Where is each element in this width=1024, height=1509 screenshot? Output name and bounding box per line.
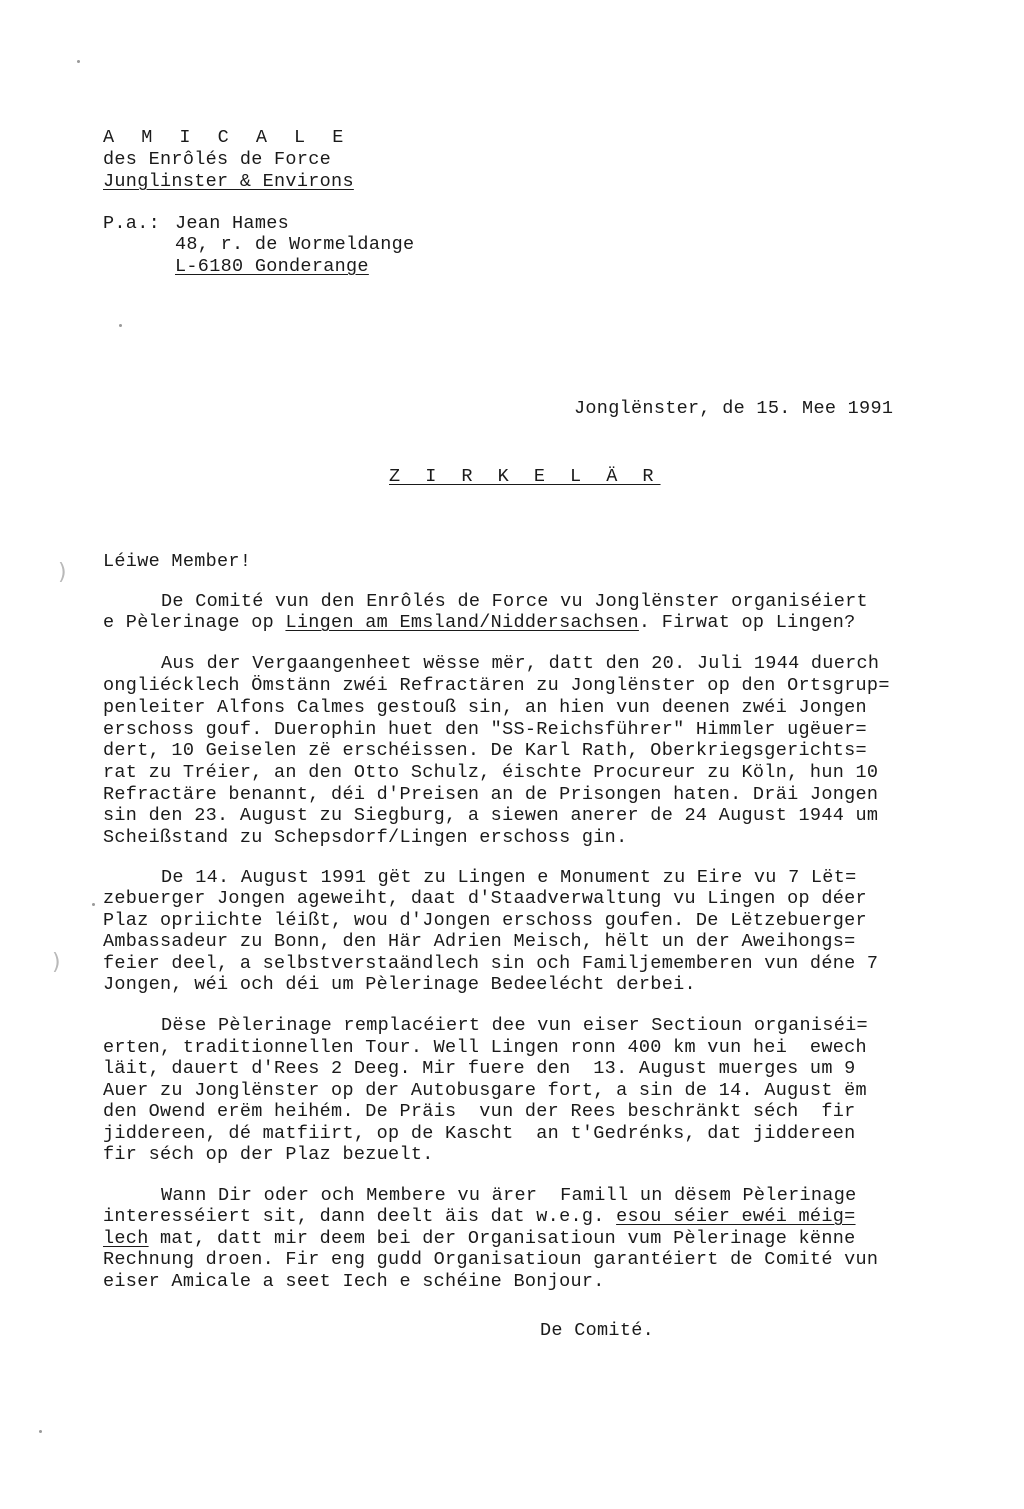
scan-mark-1: ) (58, 560, 67, 585)
scan-dot-2 (119, 324, 122, 327)
dateline: Jonglënster, de 15. Mee 1991 (574, 398, 894, 419)
address-street: 48, r. de Wormeldange (175, 234, 415, 255)
org-name-line: A M I C A L E (103, 127, 352, 148)
place-underlined: Lingen am Emsland/Niddersachsen (285, 612, 639, 633)
paragraph-line: Scheißstand zu Schepsdorf/Lingen erschoss gin. (103, 827, 628, 848)
address-prefix: P.a.: (103, 213, 161, 234)
address-city: L-6180 Gonderange (175, 256, 369, 277)
paragraph-line: De Comité vun den Enrôlés de Force vu Jonglënster organiséiert (161, 591, 868, 612)
paragraph-line: Jongen, wéi och déi um Pèlerinage Bedeelécht derbei. (103, 974, 696, 995)
paragraph-line: Refractäre benannt, déi d'Preisen an de Prisongen haten. Dräi Jongen (103, 784, 879, 805)
org-location-line: Junglinster & Environs (103, 171, 354, 192)
text-run: interesséiert sit, dann deelt äis dat w.e.g. (103, 1206, 617, 1227)
org-subtitle-line: des Enrôlés de Force (103, 149, 332, 170)
paragraph-line: erten, traditionnellen Tour. Well Lingen ronn 400 km vun hei ewech (103, 1037, 867, 1058)
paragraph-line: De 14. August 1991 gët zu Lingen e Monument zu Eire vu 7 Lët= (161, 867, 857, 888)
paragraph-line: jiddereen, dé matfiirt, op de Kascht an t'Gedrénks, dat jiddereen (103, 1123, 856, 1144)
underlined-phrase: esou séier ewéi méig= (616, 1206, 856, 1227)
paragraph-line: Rechnung droen. Fir eng gudd Organisatioun garantéiert de Comité vun (103, 1249, 879, 1270)
paragraph-line (103, 612, 856, 633)
salutation: Léiwe Member! (103, 551, 252, 572)
text-run: mat, datt mir deem bei der Organisatioun vum Pèlerinage kënne (148, 1228, 856, 1249)
paragraph-line: läit, dauert d'Rees 2 Deeg. Mir fuere den 13. August muerges um 9 (103, 1058, 856, 1079)
underlined-phrase: lech (103, 1228, 149, 1249)
paragraph-line: Dëse Pèlerinage remplacéiert dee vun eiser Sectioun organiséi= (161, 1015, 868, 1036)
paragraph-line: sin den 23. August zu Siegburg, a siewen anerer de 24 August 1944 um (103, 805, 879, 826)
paragraph-line: rat zu Tréier, an den Otto Schulz, éischte Procureur zu Köln, hun 10 (103, 762, 879, 783)
paragraph-line: ongliécklech Ömstänn zwéi Refractären zu Jonglënster op den Ortsgrup= (103, 675, 890, 696)
text-run: e Pèlerinage op (103, 612, 286, 633)
paragraph-line: zebuerger Jongen ageweiht, daat d'Staadverwaltung vu Lingen op déer (103, 888, 867, 909)
paragraph-line: Ambassadeur zu Bonn, den Här Adrien Meisch, hëlt un der Aweihongs= (103, 931, 856, 952)
paragraph-line: den Owend erëm heihém. De Präis vun der Rees beschränkt séch fir (103, 1101, 856, 1122)
paragraph-line: penleiter Alfons Calmes gestouß sin, an hien vun deenen zwéi Jongen (103, 697, 867, 718)
paragraph-line: Auer zu Jonglënster op der Autobusgare fort, a sin de 14. August ëm (103, 1080, 867, 1101)
paragraph-line: Wann Dir oder och Membere vu ärer Famill un dësem Pèlerinage (161, 1185, 857, 1206)
paragraph-line: Aus der Vergaangenheet wësse mër, datt den 20. Juli 1944 duerch (161, 653, 880, 674)
paragraph-line: Plaz opriichte léißt, wou d'Jongen erschoss goufen. De Lëtzebuerger (103, 910, 867, 931)
address-name: Jean Hames (175, 213, 290, 234)
signature: De Comité. (540, 1320, 655, 1341)
paragraph-line: eiser Amicale a seet Iech e schéine Bonjour. (103, 1271, 605, 1292)
paragraph-line: erschoss gouf. Duerophin huet den "SS-Reichsführer" Himmler ugëuer= (103, 719, 867, 740)
paragraph-line: feier deel, a selbstverstaändlech sin och Familjememberen vun déne 7 (103, 953, 879, 974)
paragraph-line (103, 1206, 856, 1227)
paragraph-line (103, 1228, 856, 1249)
document-title: Z I R K E L Ä R (389, 466, 661, 487)
scan-mark-2: ) (52, 950, 61, 975)
text-run: . Firwat op Lingen? (638, 612, 856, 633)
paragraph-line: fir séch op der Plaz bezuelt. (103, 1144, 434, 1165)
scan-dot-4 (39, 1430, 42, 1433)
paragraph-line: dert, 10 Geiselen zë erschéissen. De Karl Rath, Oberkriegsgerichts= (103, 740, 867, 761)
scan-dot-1 (77, 60, 80, 63)
scan-dot-3 (92, 903, 95, 906)
